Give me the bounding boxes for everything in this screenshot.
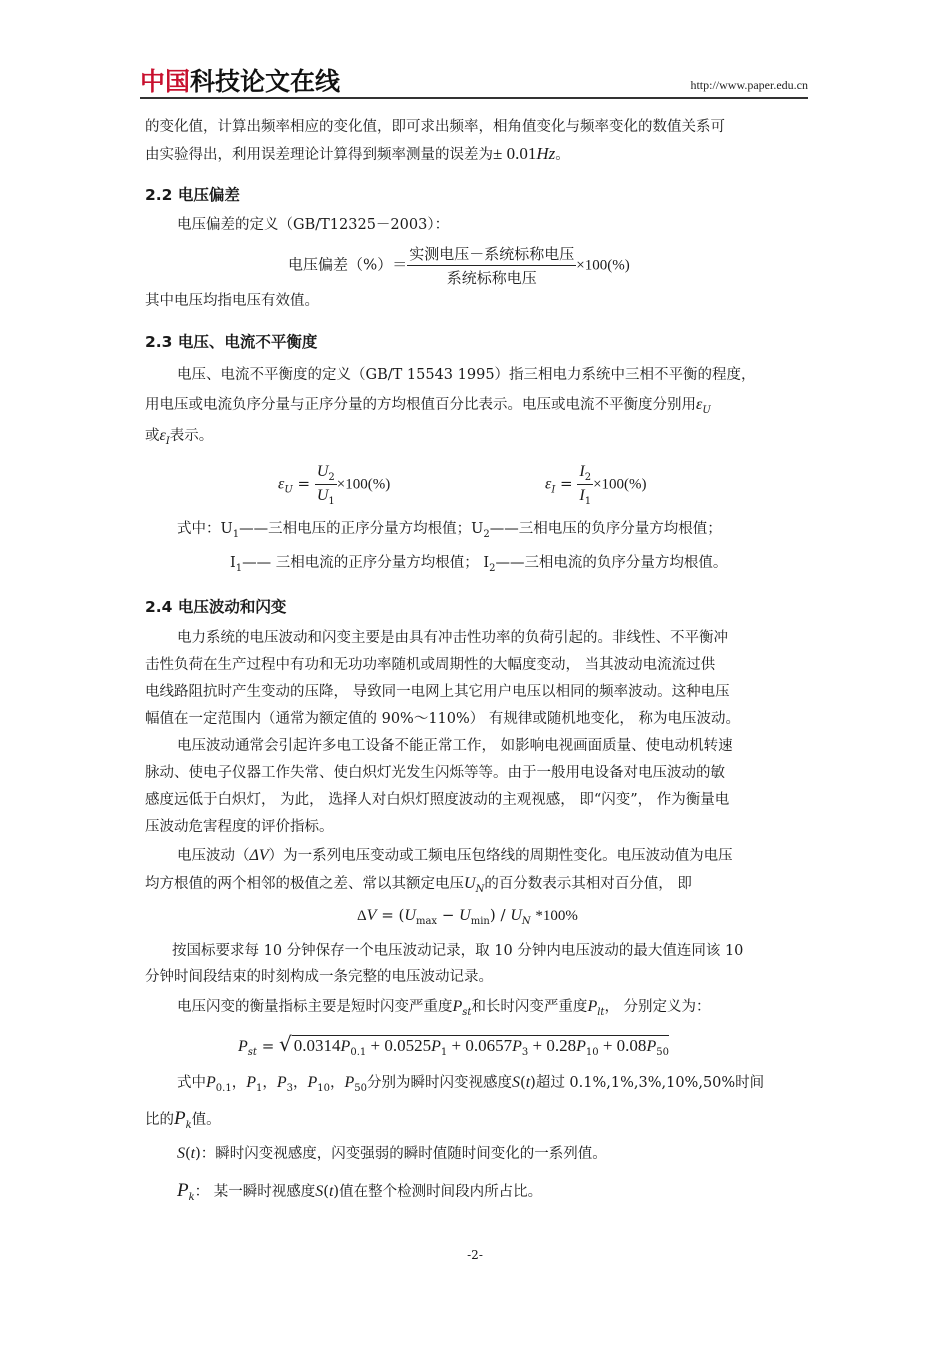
header-url[interactable]: http://www.paper.edu.cn — [690, 78, 808, 92]
equation-voltage-unbalance: $\varepsilon_U$ = $\frac{U_2}{U_1}$ ×100(%) — [278, 463, 391, 507]
equation-short-term-flicker: $P_{st}$ = √ $0.0314P_{0.1} + 0.0525P_1 + 0.0657P_3 + 0.28P_{10} + 0.08P_{50}$ — [238, 1032, 669, 1058]
text-line: 电压闪变的衡量指标主要是短时闪变严重度$P_{st}$和长时闪变严重度$P_{lt}$， 分别定义为： — [177, 998, 711, 1018]
section-heading: 2.4 电压波动和闪变 — [145, 598, 287, 616]
text-line: $I_1——$ 三相电流的正序分量方均根值； $I_2——$三相电流的负序分量方均根值。 — [230, 555, 728, 574]
header-rule — [140, 97, 808, 99]
section-heading: 2.2 电压偏差 — [145, 186, 240, 204]
text-line: 由实验得出，利用误差理论计算得到频率测量的误差为± 0.01Hz。 — [145, 144, 570, 163]
section-heading: 2.3 电压、电流不平衡度 — [145, 333, 318, 351]
text-line: 式中$P_{0.1}$，$P_1$，$P_3$，$P_{10}$，$P_{50}$分别为瞬时闪变视感度S(t)超过 0.1%,1%,3%,10%,50%时间 — [177, 1074, 765, 1094]
text-line: 电压偏差的定义（GB/T12325－2003）： — [177, 217, 450, 233]
text-line: 其中电压均指电压有效值。 — [145, 293, 319, 309]
text-line: 电压、电流不平衡度的定义（GB/T 15543 1995）指三相电力系统中三相不平衡的程度， — [177, 367, 756, 383]
text-line: 或$\varepsilon_I$表示。 — [145, 427, 214, 447]
equation-voltage-fluctuation: $\Delta V = (U_{max} - U_{min}) / U_N$ *100% — [357, 906, 578, 927]
text-line: 用电压或电流负序分量与正序分量的方均根值百分比表示。电压或电流不平衡度分别用$\varepsilon_U$ — [145, 396, 711, 416]
text-line: 电压波动（ΔV）为一系列电压变动或工频电压包络线的周期性变化。电压波动值为电压 — [177, 847, 733, 864]
text-line: 感度远低于白炽灯， 为此， 选择人对白炽灯照度波动的主观视感， 即“闪变”， 作为衡量电 — [145, 792, 730, 808]
logo-red-text: 中国 — [140, 67, 191, 96]
equation-current-unbalance: $\varepsilon_I$ = $\frac{I_2}{I_1}$ ×100(%) — [545, 463, 647, 507]
text-line: 幅值在一定范围内（通常为额定值的 90%～110%） 有规律或随机地变化， 称为电压波动。 — [145, 711, 741, 727]
text-line: 式中：$U_1——$三相电压的正序分量方均根值；$U_2——$三相电压的负序分量方均根值； — [177, 521, 722, 540]
equation-voltage-deviation: 电压偏差（%）＝ $\frac{\text{实测电压－系统标称电压}}{\text{系统标称电压}}$ ×100(%) — [288, 245, 630, 287]
text-line: 均方根值的两个相邻的极值之差、常以其额定电压$U_N$的百分数表示其相对百分值， 即 — [145, 875, 692, 895]
text-line: 比的$P_k$值。 — [145, 1108, 221, 1131]
text-line: 电压波动通常会引起许多电工设备不能正常工作， 如影响电视画面质量、使电动机转速 — [177, 738, 733, 754]
text-line: S(t)：瞬时闪变视感度，闪变强弱的瞬时值随时间变化的一系列值。 — [177, 1145, 607, 1162]
text-line: 电力系统的电压波动和闪变主要是由具有冲击性功率的负荷引起的。非线性、不平衡冲 — [177, 630, 728, 646]
page-number: -2- — [467, 1248, 483, 1262]
logo-black-text: 科技论文在线 — [190, 67, 341, 96]
text-line: $P_k$： 某一瞬时视感度S(t)值在整个检测时间段内所占比。 — [177, 1180, 543, 1203]
text-line: 击性负荷在生产过程中有功和无功功率随机或周期性的大幅度变动， 当其波动电流流过供 — [145, 657, 716, 673]
text-line: 的变化值，计算出频率相应的变化值，即可求出频率，相角值变化与频率变化的数值关系可 — [145, 119, 725, 135]
text-line: 电线路阻抗时产生变动的压降， 导致同一电网上其它用户电压以相同的频率波动。这种电压 — [145, 684, 730, 700]
journal-logo — [140, 62, 340, 98]
text-line: 压波动危害程度的评价指标。 — [145, 819, 334, 835]
text-line: 脉动、使电子仪器工作失常、使白炽灯光发生闪烁等等。由于一般用电设备对电压波动的敏 — [145, 765, 725, 781]
text-line: 分钟时间段结束的时刻构成一条完整的电压波动记录。 — [145, 969, 493, 985]
text-line: 按国标要求每 10 分钟保存一个电压波动记录，取 10 分钟内电压波动的最大值连同该 10 — [172, 943, 744, 959]
